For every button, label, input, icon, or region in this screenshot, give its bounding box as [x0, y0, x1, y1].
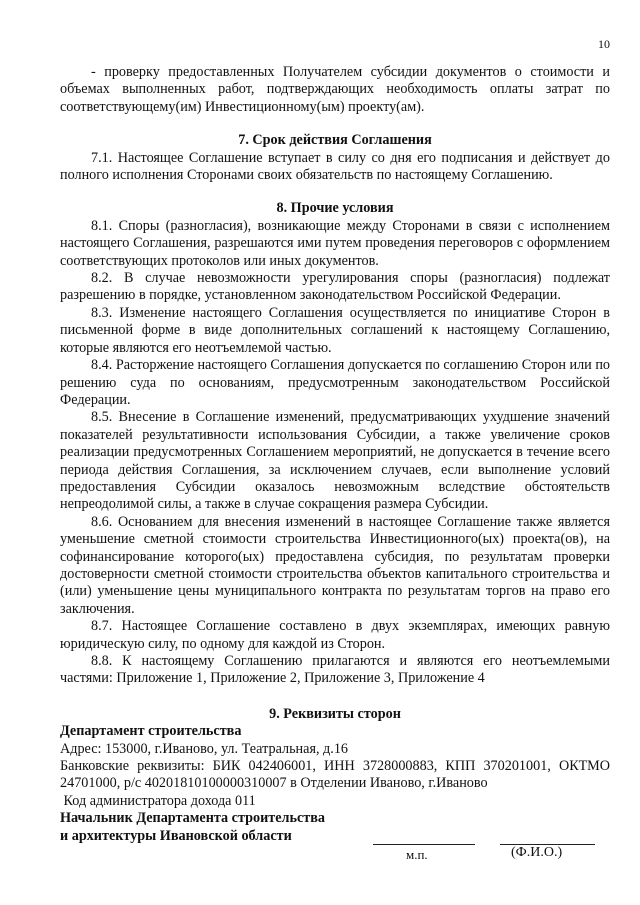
paragraph-8-6: 8.6. Основанием для внесения изменений в настоящее Соглашение также является уменьшение сметной стоимости строительства Инвестиционного(ых) проекта(ов), на софинансирование которого(ых) предоставлена субсидия, по результатам проверки достоверности сметной стоимости строительства объектов капитального строительства и (или) уменьшение цены муниципального контракта по результатам торгов на право его заключения. — [60, 513, 610, 617]
paragraph-8-4: 8.4. Расторжение настоящего Соглашения допускается по соглашению Сторон или по решению суда по основаниям, предусмотренным законодательством Российской Федерации. — [60, 357, 611, 408]
fio-label: (Ф.И.О.) — [511, 844, 563, 860]
paragraph-8-1: 8.1. Споры (разногласия), возникающие между Сторонами в связи с исполнением настоящего Соглашения, разрешаются ими путем проведения переговоров с оформлением соответствующих протоколов или иных документов. — [60, 217, 610, 269]
head-title-line2: и архитектуры Ивановской области — [60, 827, 292, 844]
paragraph-8-2: 8.2. В случае невозможности урегулирования споры (разногласия) подлежат разрешению в порядке, установленном законодательством Российской Федерации. — [60, 270, 610, 304]
org-name: Департамент строительства — [60, 723, 242, 740]
intro-paragraph: - проверку предоставленных Получателем субсидии документов о стоимости и объемах выполненных работ, подтверждающих необходимость оплаты затрат по соответствующему(им) Инвестиционному(ым) проекту(ам). — [60, 64, 610, 115]
admin-code: Код администратора дохода 011 — [60, 792, 256, 809]
paragraph-8-7: 8.7. Настоящее Соглашение составлено в двух экземплярах, имеющих равную юридическую силу, по одному для каждой из Сторон. — [60, 618, 610, 652]
section-8-title: 8. Прочие условия — [276, 200, 394, 217]
paragraph-8-3: 8.3. Изменение настоящего Соглашения осуществляется по инициативе Сторон в письменной форме в виде дополнительных соглашений к настоящему Соглашению, которые являются его неотъемлемой частью. — [60, 304, 610, 356]
document-body — [60, 64, 610, 862]
section-7-title: 7. Срок действия Соглашения — [238, 132, 432, 149]
paragraph-8-5: 8.5. Внесение в Соглашение изменений, предусматривающих ухудшение значений показателей результативности использования Субсидии, а также увеличение сроков реализации предусмотренных Соглашением мероприятий, не допускается в течение всего периода действия Соглашения, за исключением случаев, если выполнение условий предоставления Субсидии оказалось невозможным вследствие обстоятельств непреодолимой силы, а также в случае сокращения размера Субсидии. — [60, 409, 610, 513]
head-title-line1: Начальник Департамента строительства — [60, 810, 326, 827]
signature-line — [373, 844, 475, 845]
signature-row — [60, 828, 610, 862]
page-number: 10 — [598, 37, 610, 51]
bank-details: Банковские реквизиты: БИК 042406001, ИНН 3728000883, КПП 370201001, ОКТМО 24701000, р/с 40201810100000310007 в Отделении Иваново, г.Иваново — [60, 758, 610, 792]
paragraph-7-1: 7.1. Настоящее Соглашение вступает в силу со дня его подписания и действует до полного исполнения Сторонами своих обязательств по настоящему Соглашению. — [60, 149, 610, 184]
org-address: Адрес: 153000, г.Иваново, ул. Театральная, д.16 — [60, 740, 349, 757]
section-9-title: 9. Реквизиты сторон — [269, 705, 401, 722]
paragraph-8-8: 8.8. К настоящему Соглашению прилагаются и являются его неотъемлемыми частями: Приложение 1, Приложение 2, Приложение 3, Приложение 4 — [60, 653, 610, 687]
stamp-label: м.п. — [406, 846, 428, 862]
